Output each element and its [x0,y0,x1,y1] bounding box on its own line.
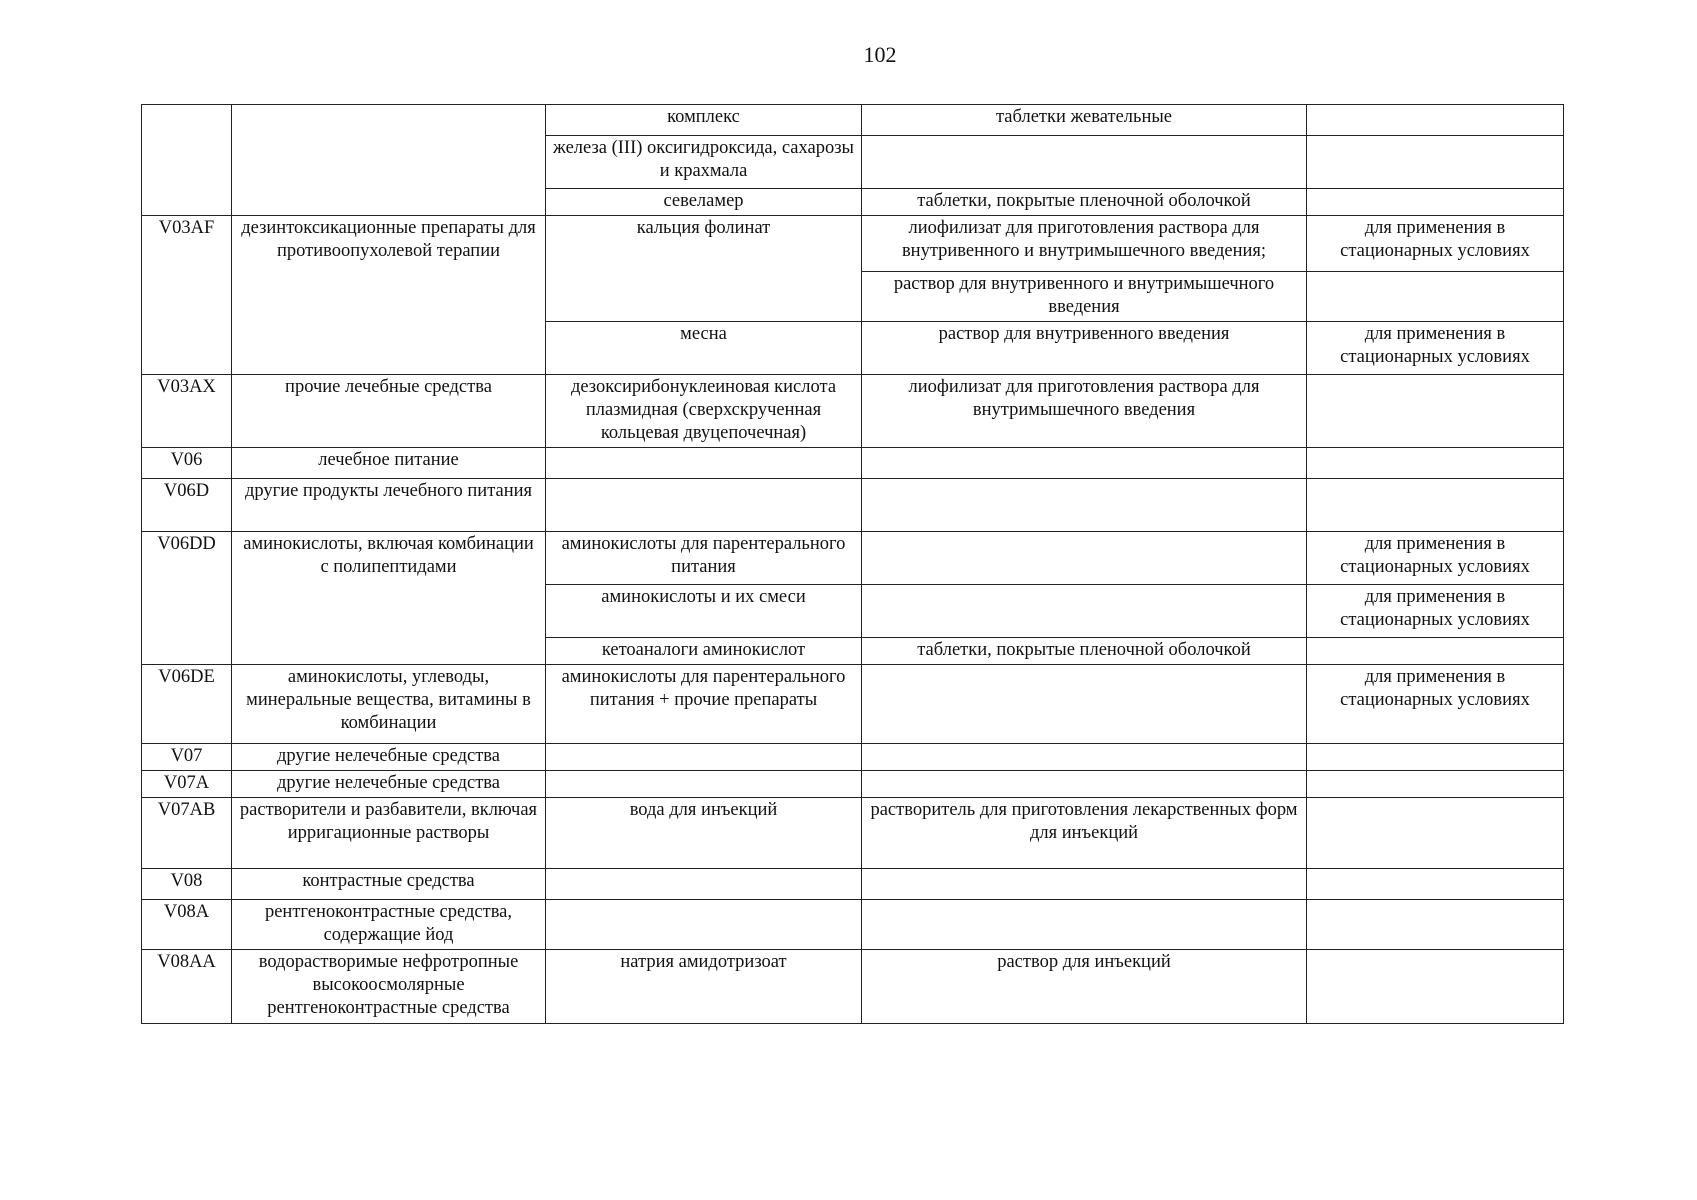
note-cell: для применения в стационарных условиях [1307,665,1564,744]
atc-code-cell: V08 [142,869,232,900]
table-row [142,479,1564,532]
dosage-form-cell: таблетки жевательные [862,105,1307,136]
drug-name-cell [546,744,862,771]
drug-name-cell [546,771,862,798]
note-cell [1307,272,1564,322]
atc-code-cell: V03AX [142,375,232,448]
drug-name-cell: аминокислоты для парентерального питания [546,532,862,585]
dosage-form-cell: таблетки, покрытые пленочной оболочкой [862,189,1307,216]
dosage-form-cell: раствор для внутривенного и внутримышечного введения [862,272,1307,322]
dosage-form-cell [862,900,1307,950]
note-cell [1307,479,1564,532]
dosage-form-cell [862,585,1307,638]
drug-name-cell: натрия амидотризоат [546,950,862,1024]
dosage-form-cell: лиофилизат для приготовления раствора для внутримышечного введения [862,375,1307,448]
note-cell [1307,638,1564,665]
atc-code-cell: V07AB [142,798,232,869]
note-cell [1307,189,1564,216]
table-row [142,105,1564,136]
group-name-cell: другие нелечебные средства [232,771,546,798]
dosage-form-cell [862,665,1307,744]
group-name-cell: другие нелечебные средства [232,744,546,771]
atc-code-cell: V08A [142,900,232,950]
table-row [142,532,1564,585]
table-row [142,744,1564,771]
drug-name-cell: дезоксирибонуклеиновая кислота плазмидная (сверхскрученная кольцевая двуцепочечная) [546,375,862,448]
dosage-form-cell [862,532,1307,585]
table-row [142,950,1564,1024]
atc-code-cell [142,105,232,216]
drug-name-cell [546,900,862,950]
table-row [142,216,1564,272]
drug-name-cell: севеламер [546,189,862,216]
note-cell [1307,950,1564,1024]
note-cell [1307,900,1564,950]
drug-name-cell: железа (III) оксигидроксида, сахарозы и крахмала [546,136,862,189]
table-row [142,900,1564,950]
dosage-form-cell: раствор для инъекций [862,950,1307,1024]
dosage-form-cell [862,448,1307,479]
group-name-cell: аминокислоты, включая комбинации с полипептидами [232,532,546,665]
note-cell: для применения в стационарных условиях [1307,216,1564,272]
dosage-form-cell: лиофилизат для приготовления раствора для внутривенного и внутримышечного введения; [862,216,1307,272]
group-name-cell: дезинтоксикационные препараты для противоопухолевой терапии [232,216,546,375]
note-cell [1307,869,1564,900]
note-cell [1307,375,1564,448]
group-name-cell: растворители и разбавители, включая ирригационные растворы [232,798,546,869]
group-name-cell: контрастные средства [232,869,546,900]
note-cell [1307,448,1564,479]
table-row [142,771,1564,798]
group-name-cell: аминокислоты, углеводы, минеральные вещества, витамины в комбинации [232,665,546,744]
drug-name-cell: аминокислоты для парентерального питания + прочие препараты [546,665,862,744]
group-name-cell: прочие лечебные средства [232,375,546,448]
page-number: 102 [863,42,897,67]
dosage-form-cell [862,869,1307,900]
note-cell: для применения в стационарных условиях [1307,585,1564,638]
drug-name-cell: кальция фолинат [546,216,862,322]
dosage-form-cell: раствор для внутривенного введения [862,322,1307,375]
drug-name-cell: месна [546,322,862,375]
table-row [142,869,1564,900]
note-cell [1307,744,1564,771]
dosage-form-cell: растворитель для приготовления лекарственных форм для инъекций [862,798,1307,869]
atc-code-cell: V06 [142,448,232,479]
drug-name-cell: комплекс [546,105,862,136]
note-cell [1307,105,1564,136]
group-name-cell: водорастворимые нефротропные высокоосмолярные рентгеноконтрастные средства [232,950,546,1024]
drug-name-cell [546,448,862,479]
dosage-form-cell [862,771,1307,798]
dosage-form-cell: таблетки, покрытые пленочной оболочкой [862,638,1307,665]
note-cell: для применения в стационарных условиях [1307,532,1564,585]
dosage-form-cell [862,744,1307,771]
atc-code-cell: V06D [142,479,232,532]
dosage-form-cell [862,136,1307,189]
drug-name-cell [546,479,862,532]
table-row [142,375,1564,448]
atc-code-cell: V07 [142,744,232,771]
group-name-cell: другие продукты лечебного питания [232,479,546,532]
drug-name-cell: аминокислоты и их смеси [546,585,862,638]
table-row [142,448,1564,479]
drug-name-cell [546,869,862,900]
note-cell: для применения в стационарных условиях [1307,322,1564,375]
atc-code-cell: V08AA [142,950,232,1024]
note-cell [1307,771,1564,798]
drug-name-cell: вода для инъекций [546,798,862,869]
note-cell [1307,798,1564,869]
note-cell [1307,136,1564,189]
dosage-form-cell [862,479,1307,532]
atc-code-cell: V06DD [142,532,232,665]
table-row [142,798,1564,869]
group-name-cell [232,105,546,216]
medication-table [141,104,1564,1024]
drug-name-cell: кетоаналоги аминокислот [546,638,862,665]
atc-code-cell: V06DE [142,665,232,744]
atc-code-cell: V07A [142,771,232,798]
group-name-cell: лечебное питание [232,448,546,479]
group-name-cell: рентгеноконтрастные средства, содержащие йод [232,900,546,950]
atc-code-cell: V03AF [142,216,232,375]
table-row [142,665,1564,744]
